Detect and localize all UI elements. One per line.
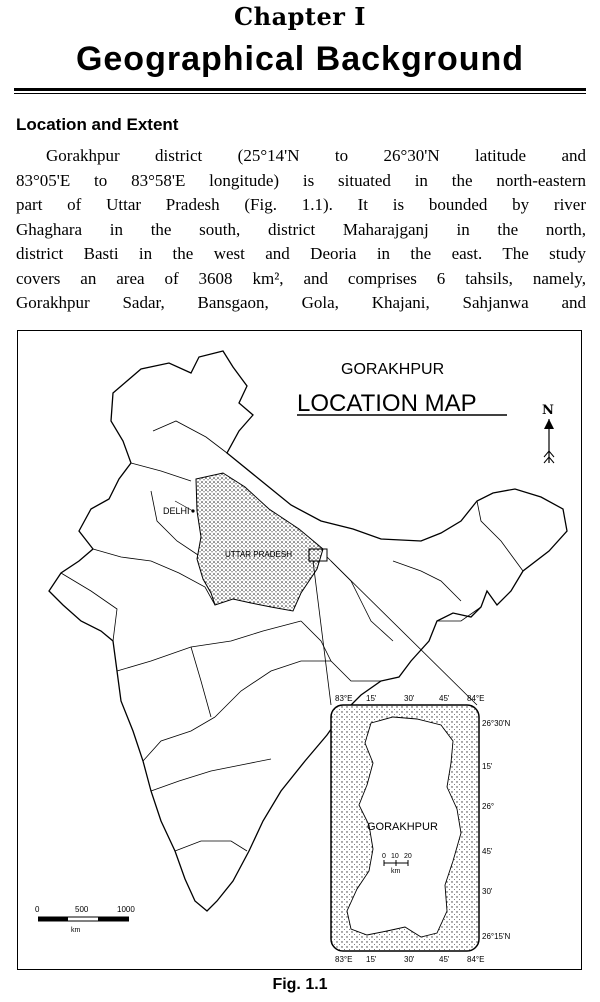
svg-text:26°30'N: 26°30'N (482, 719, 511, 728)
svg-text:km: km (391, 868, 401, 875)
delhi-label: DELHI (163, 506, 190, 516)
body-paragraph (16, 144, 586, 316)
map-title: LOCATION MAP (297, 390, 477, 417)
uttar-pradesh-label: UTTAR PRADESH (225, 550, 292, 559)
svg-text:26°: 26° (482, 802, 495, 811)
paragraph-line: Ghaghara in the south, district Maharajganj in the north, (16, 219, 586, 239)
svg-text:83°E: 83°E (335, 694, 353, 703)
north-arrow-icon (542, 403, 554, 463)
scale-tick: 500 (75, 905, 89, 914)
svg-text:84°E: 84°E (467, 694, 485, 703)
north-label: N (542, 403, 554, 418)
svg-text:10: 10 (391, 853, 399, 860)
india-map (18, 331, 580, 968)
paragraph-line: covers an area of 3608 km², and comprises 6 tahsils, namely, (16, 268, 586, 288)
chapter-label: Chapter I (234, 2, 366, 31)
svg-text:30': 30' (404, 955, 415, 964)
india-outline (49, 351, 567, 911)
map-place-title: GORAKHPUR (341, 361, 445, 378)
svg-text:30': 30' (482, 887, 493, 896)
svg-text:45': 45' (439, 955, 450, 964)
title-rule-thin (14, 93, 586, 94)
svg-text:20: 20 (404, 853, 412, 860)
svg-text:15': 15' (482, 762, 493, 771)
scale-tick: 1000 (117, 905, 135, 914)
svg-text:45': 45' (439, 694, 450, 703)
svg-text:26°15'N: 26°15'N (482, 932, 511, 941)
paragraph-line: 83°05'E to 83°58'E longitude) is situated in the north-eastern (16, 170, 586, 190)
svg-text:0: 0 (382, 853, 386, 860)
title-rule (14, 88, 586, 91)
paragraph-line: Gorakhpur district (25°14'N to 26°30'N latitude and (46, 146, 586, 165)
longitude-labels-bottom (335, 955, 484, 964)
location-map-figure (17, 330, 582, 970)
scale-unit: km (71, 927, 81, 934)
scale-tick: 0 (35, 905, 40, 914)
chapter-title: Geographical Background (75, 40, 525, 78)
section-heading: Location and Extent (16, 115, 179, 134)
svg-text:45': 45' (482, 847, 493, 856)
inset-place-label: GORAKHPUR (367, 821, 438, 833)
svg-text:15': 15' (366, 955, 377, 964)
latitude-labels (482, 719, 511, 941)
main-scale-bar (35, 905, 135, 934)
figure-caption: Fig. 1.1 (272, 976, 328, 993)
svg-text:15': 15' (366, 694, 377, 703)
paragraph-line: part of Uttar Pradesh (Fig. 1.1). It is bounded by river (16, 195, 586, 214)
paragraph-line: Gorakhpur Sadar, Bansgaon, Gola, Khajani, Sahjanwa and (16, 293, 586, 312)
svg-text:84°E: 84°E (467, 955, 485, 964)
svg-text:83°E: 83°E (335, 955, 353, 964)
paragraph-line: district Basti in the west and Deoria in the east. The study (16, 244, 586, 263)
svg-text:30': 30' (404, 694, 415, 703)
